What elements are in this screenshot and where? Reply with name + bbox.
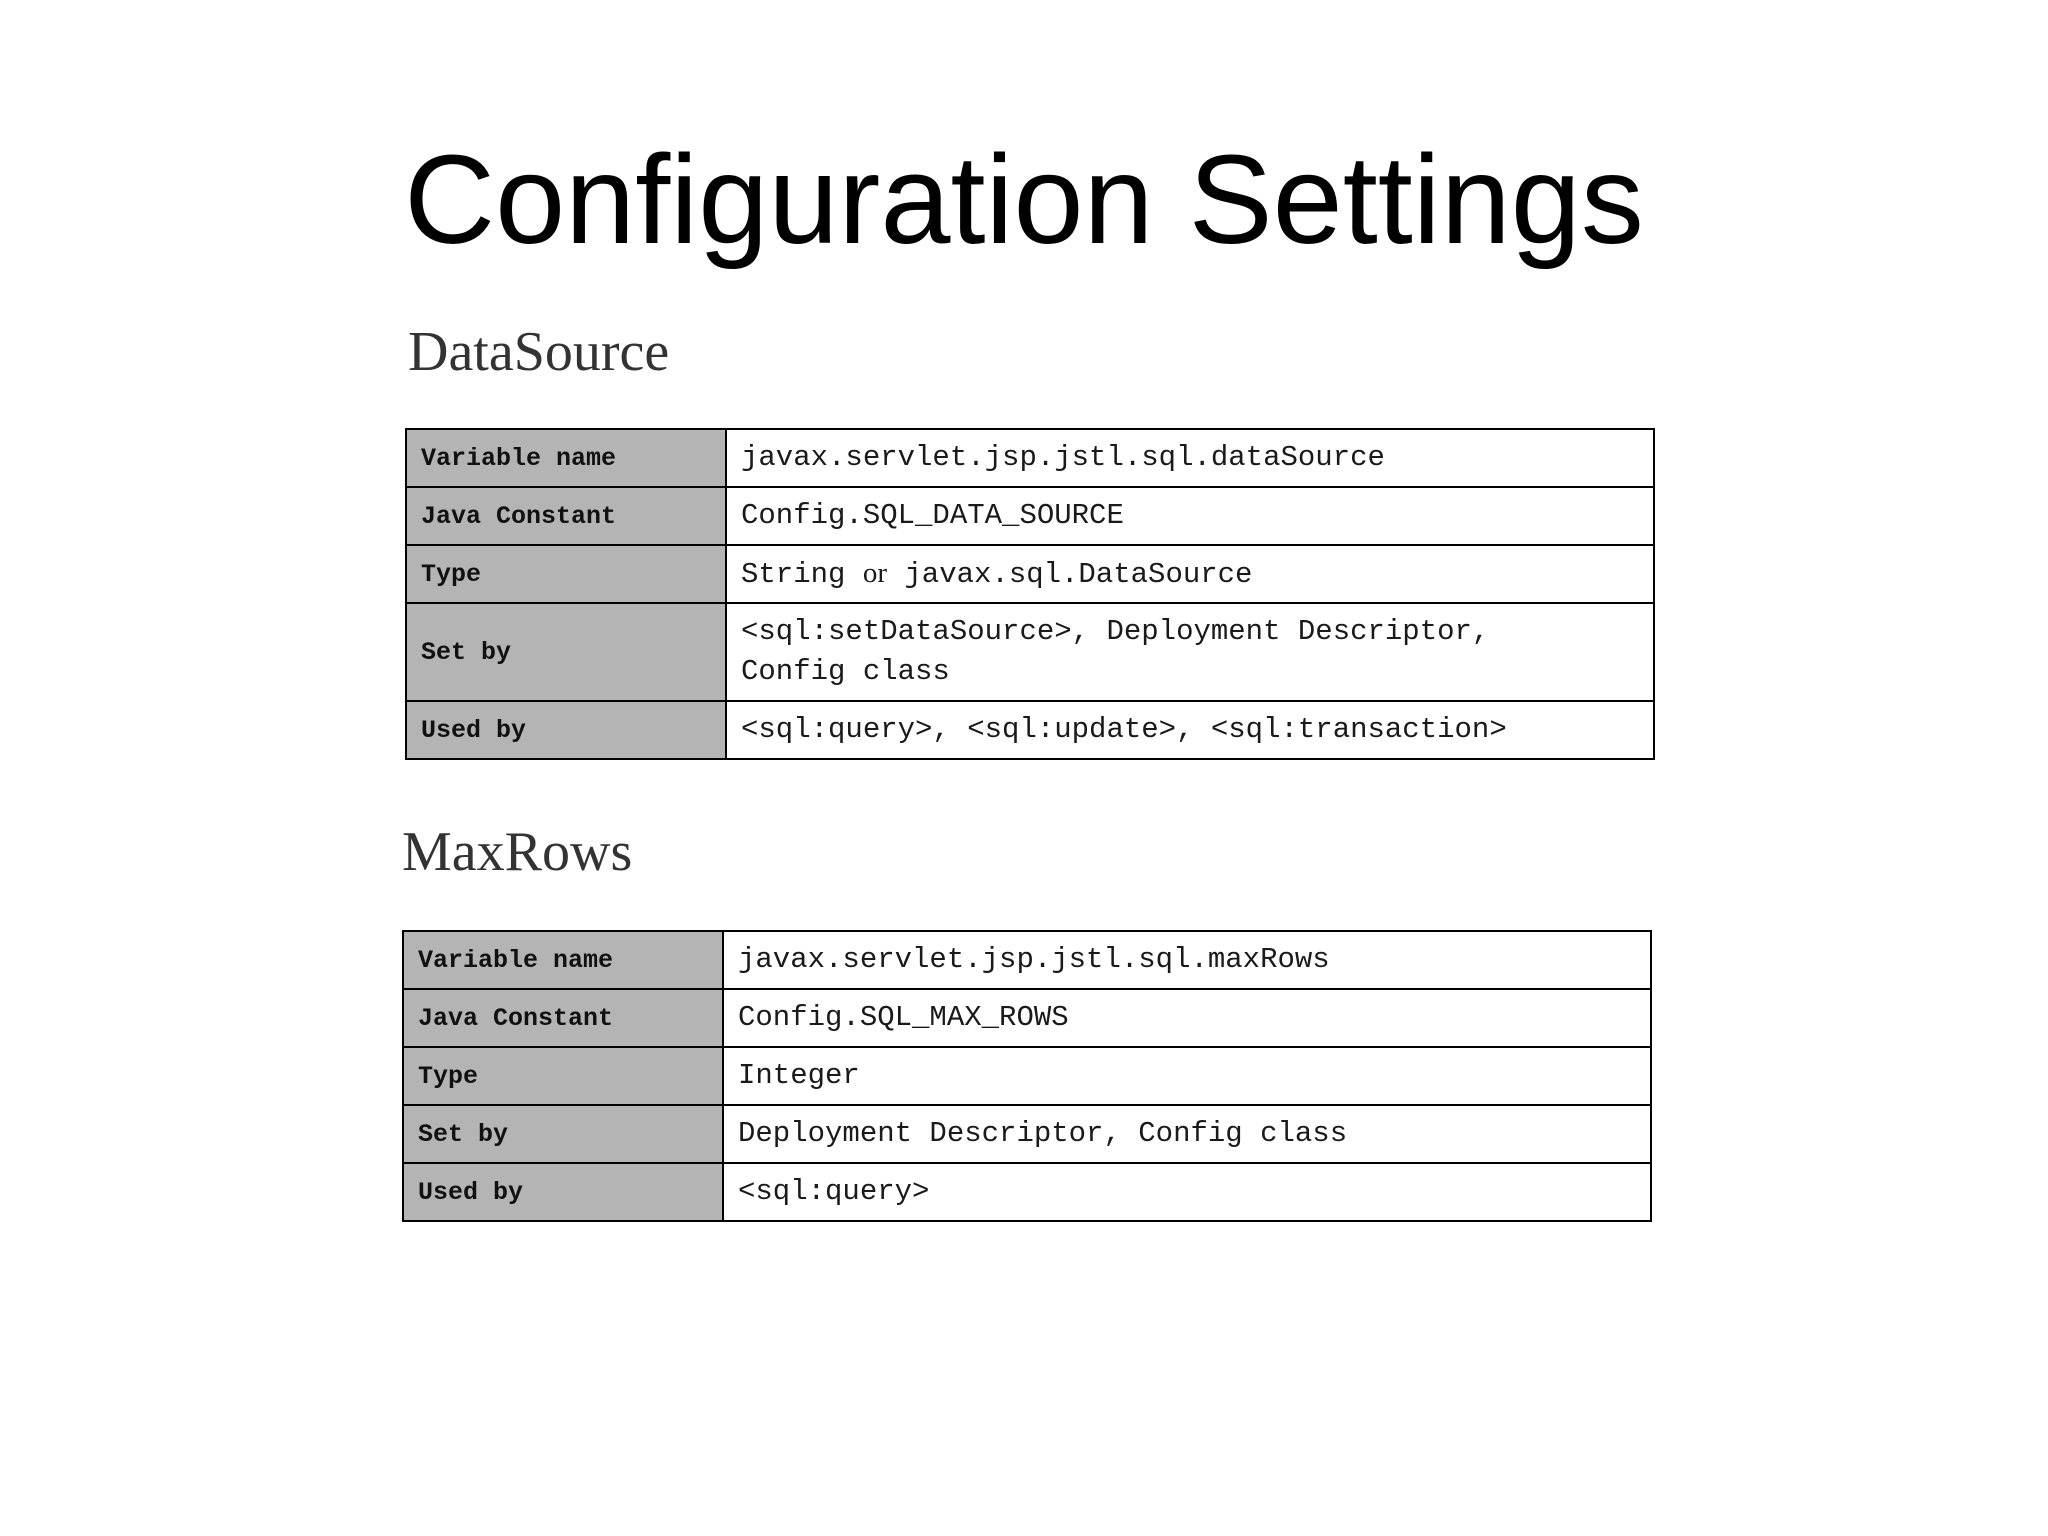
table-row (403, 931, 1651, 989)
key-cell-used-by: Used by (403, 1163, 723, 1221)
datasource-table (405, 428, 1655, 760)
value-cell-type (726, 545, 1654, 603)
table-row (406, 701, 1654, 759)
value-cell-used-by: <sql:query>, <sql:update>, <sql:transaction> (726, 701, 1654, 759)
value-cell-set-by: <sql:setDataSource>, Deployment Descriptor, Config class (726, 603, 1654, 701)
slide-title: Configuration Settings (404, 129, 1644, 270)
maxrows-heading: MaxRows (402, 821, 633, 883)
table-row (403, 989, 1651, 1047)
type-value-string: String (741, 558, 846, 591)
key-cell-used-by: Used by (406, 701, 726, 759)
key-cell-java-constant: Java Constant (403, 989, 723, 1047)
table-row (406, 603, 1654, 701)
key-cell-java-constant: Java Constant (406, 487, 726, 545)
value-cell-variable-name: javax.servlet.jsp.jstl.sql.maxRows (723, 931, 1651, 989)
type-value-datasource: javax.sql.DataSource (904, 558, 1253, 591)
table-row (403, 1163, 1651, 1221)
table-row (406, 429, 1654, 487)
table-row (406, 487, 1654, 545)
key-cell-type: Type (406, 545, 726, 603)
value-cell-used-by: <sql:query> (723, 1163, 1651, 1221)
key-cell-variable-name: Variable name (403, 931, 723, 989)
value-cell-variable-name: javax.servlet.jsp.jstl.sql.dataSource (726, 429, 1654, 487)
table-row (403, 1047, 1651, 1105)
key-cell-set-by: Set by (403, 1105, 723, 1163)
type-value-or: or (862, 557, 887, 589)
key-cell-variable-name: Variable name (406, 429, 726, 487)
table-row (406, 545, 1654, 603)
maxrows-table (402, 930, 1652, 1222)
value-cell-set-by: Deployment Descriptor, Config class (723, 1105, 1651, 1163)
value-cell-type: Integer (723, 1047, 1651, 1105)
datasource-heading: DataSource (408, 321, 670, 383)
value-cell-java-constant: Config.SQL_MAX_ROWS (723, 989, 1651, 1047)
key-cell-set-by: Set by (406, 603, 726, 701)
key-cell-type: Type (403, 1047, 723, 1105)
value-cell-java-constant: Config.SQL_DATA_SOURCE (726, 487, 1654, 545)
table-row (403, 1105, 1651, 1163)
